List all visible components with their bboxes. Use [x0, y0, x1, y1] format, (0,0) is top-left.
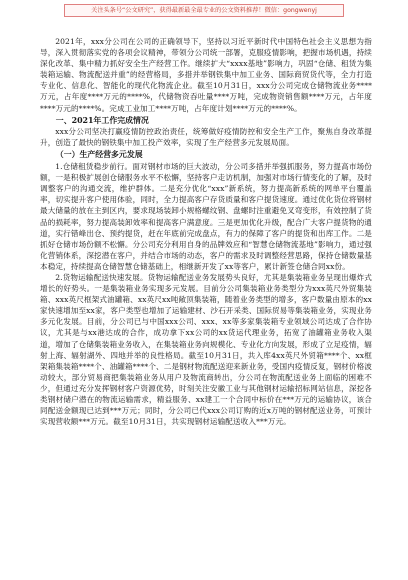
subsection-heading: （一）生产经营多元发展: [55, 150, 143, 160]
promo-banner[interactable]: 关注头条号“公文研究”，获得最新最全最专业的公文资料推荐！微信：gongwenyj: [64, 4, 344, 17]
section-paragraph: xxx分公司坚决打赢疫情防控政治责任，统筹做好疫情防控和安全生产工作，聚焦自身改革提升，创造了最快的钢铁集中加工投产效率，实现了生产经营多元发展局面。: [40, 127, 372, 148]
section-heading: 一、2021年工作完成情况: [55, 115, 149, 125]
transport-paragraph: 2.货物运输配送快速发展。货物运输配送业务发展势头良好，尤其是集装箱业务呈现出爆炸式增长的好势头。一是集装箱业务实现多元发展。目前分公司集装箱业务类型分为xxx英尺外贸集装箱、xxx英尺框架式油罐箱、xx英尺xx吨敞顶集装箱，随着业务类型的增多，客户数量由原本的xx家快速增加至xx家，客户类型也增加了运输建材、沙石开采类、国际贸易等集装箱业务，实现业务多元化发展。目前，分公司已与中国xxx公司、xxx、xx等多家集装箱专业领域公司达成了合作协议，尤其是与xx港达成的合作，成功拿下xx公司的xx货运代理业务，拓宽了油罐箱业务收入渠道，增加了仓储集装箱业务收入，在集装箱业务向规模化、专业化方向发展，形成了立足疫情，辐射上海、辐射湖外、四地并举的良性格局。截至10月31日，共入库4xx英尺外贸箱****个、xx框架箱集装箱****个、油罐箱****个、二是钢材物流配送迎来新业务，受国内疫情反复，钢材价格波动较大，部分贸易商把集装箱业务从用户及物流商转出，分公司在物流配送业务上面临的困难不少，但通过充分发挥钢材客户资源优势，时刻关注安徽工业与其他钢材运输招标网站信息，深挖各类钢材储户潜在的物流运输需求，精益服务、xx建工一个合同中标价在***万元的运输协议，该合同配送金额现已达到***万元；同时，分公司已代xxx公司订购的近x万吨的钢材配送业务，可预计实现营收额***万元。截至10月31日，共实现钢材运输配送收入***万元。: [40, 272, 372, 427]
intro-paragraph: 2021年，xxx分公司在公司的正确领导下，坚持以习近平新时代中国特色社会主义思想为指导，深入贯彻落实党的各项会议精神，带领分公司统一部署，克服疫情影响，把握市场机遇，持续深化改革、集中精力抓好安全生产经营工作。继续扩大“xxxx基地”影响力，巩固“仓储、租赁为集装箱运输、物流配送并重”的经营格局，多措并举钢铁集中加工业务、国际商贸货代等，全力打造专业化、信息化、智能化的现代化物流企业。截至10月31日，xxx分公司完成仓储物流业务****万元，占年度****万元的****%，代储物资吞吐量****万吨，完成物资销售额****万元，占年度****万元的****%。完成工业加工****万吨，占年度计划****万元的****%。: [40, 37, 372, 113]
storage-paragraph: 1.仓储租赁稳步前行。面对钢材市场的巨大波动，分公司多措并举强抓服务，努力提高市场份额，一是积极扩展创仓储服务水平不松懈，坚持客户走访机制，加强对市场行情变化的了解，及时调整客户的沟通交流，维护群体。二是充分优化“xxx”新系统，努力提高新系统的网单平台覆盖率，切实提升客户使用体验，同时，全力提高客户存货质量和客户提货速度。通过优化货位将钢材最大储量的放在主到区内，要求现场装卸小规格螺纹钢、盘螺时注重避免叉弯变形，有效控制了货品的损耗率，努力提高装卸效率和提高客户满意度。三是更加优化升级，配合广大客户提货物的通道，实行错峰出仓、预约提货，赶在年底前完成盘点，有力的保障了客户的提货和出库工作。二是抓好仓储市场份额不松懈。分公司充分利用自身的品牌效应和“智慧仓储物流基地”影响力，通过强化营销体系，深挖潜在客户，并结合市场的动态，客户的需求及时调整经营思路，保持仓储数量基本稳定，持续提高仓储智慧仓储基础上，相继新开发了xx等客户，累计新签仓储合同xx份。: [40, 162, 372, 271]
document-body: [40, 36, 372, 427]
